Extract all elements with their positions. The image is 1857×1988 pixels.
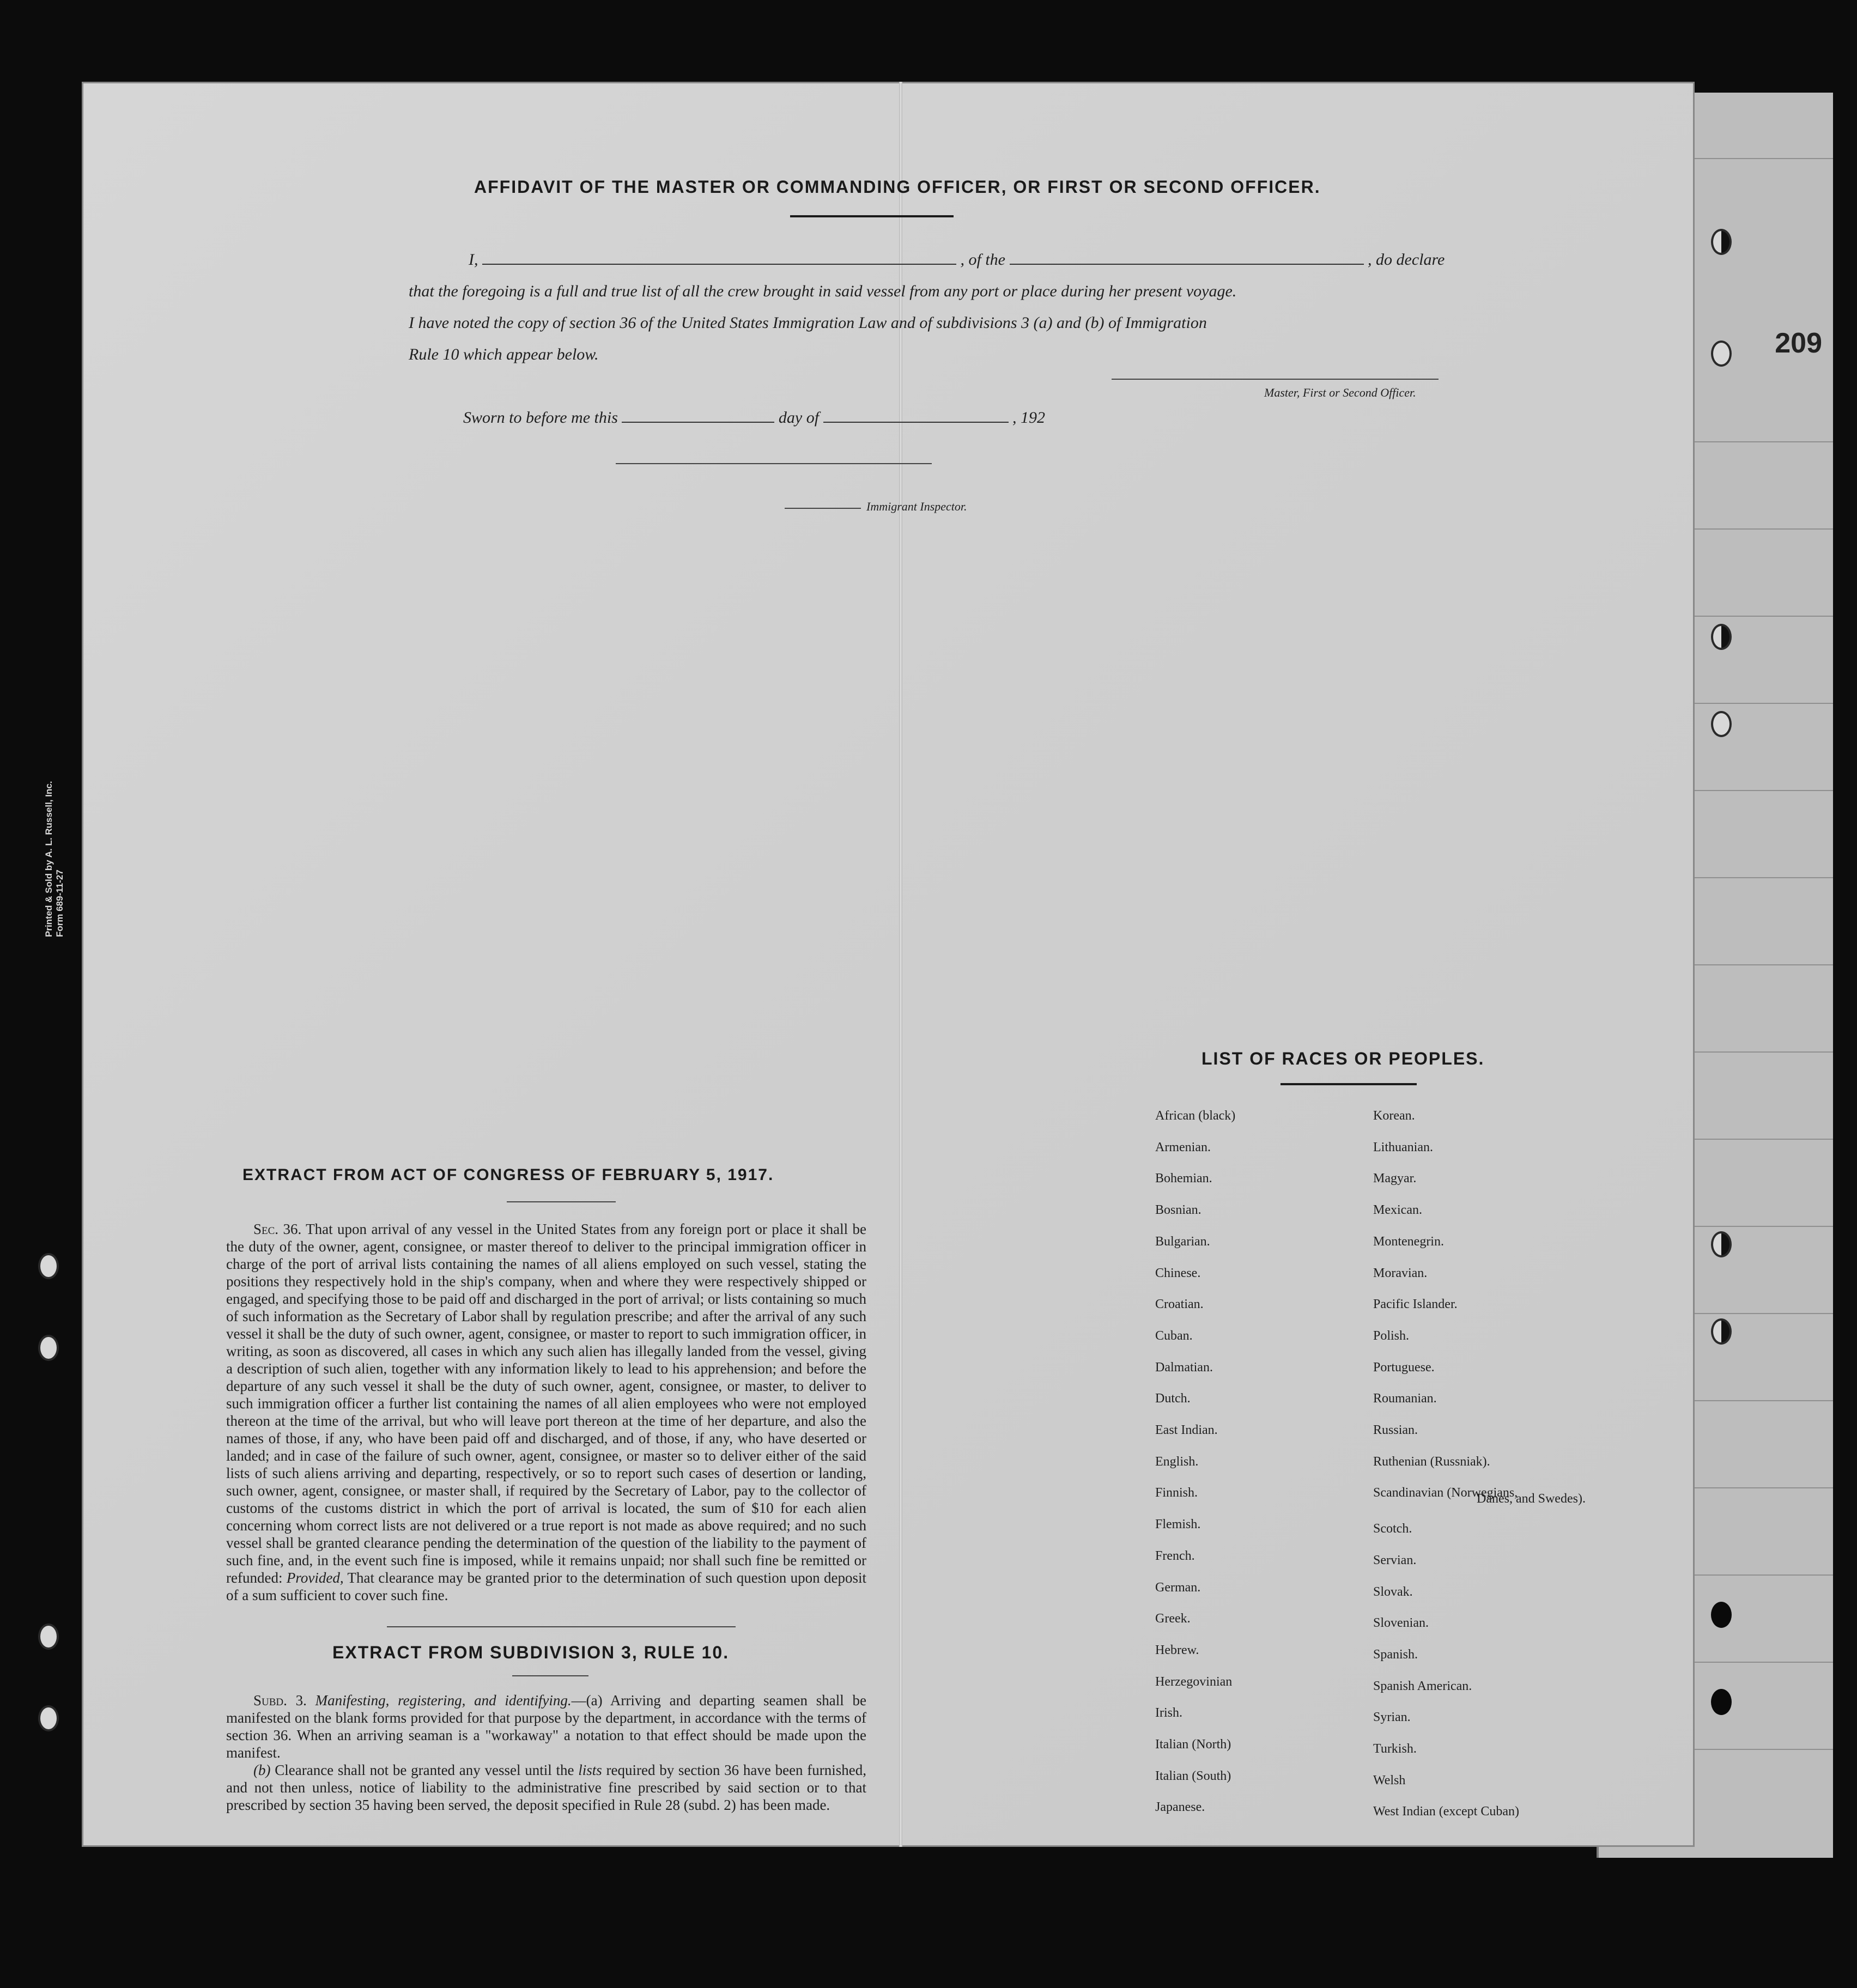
subd-b-label: (b) — [253, 1762, 271, 1778]
punch-hole — [38, 1705, 59, 1731]
provided-text: That clearance may be granted prior to the determination of such question upon deposit of a sum sufficient to cover such fine. — [226, 1570, 867, 1603]
center-fold — [899, 82, 902, 1847]
inspector-caption-leader — [785, 508, 861, 509]
race-item: Bulgarian. — [1155, 1235, 1210, 1249]
race-item: German. — [1155, 1580, 1201, 1595]
sworn-month-field[interactable] — [823, 422, 1009, 423]
affidavit-form-sheet — [82, 82, 1695, 1847]
day-of-label: day of — [778, 409, 820, 427]
declaration-line-3: I have noted the copy of section 36 of the United States Immigration Law and of subdivisions 3 (a) and (b) of Immigration — [409, 314, 1207, 332]
act-extract-end-rule — [387, 1626, 736, 1627]
affidavit-title-underline — [790, 215, 954, 217]
race-item: English. — [1155, 1455, 1199, 1469]
race-item: East Indian. — [1155, 1423, 1218, 1437]
punch-hole — [38, 1624, 59, 1650]
race-item: Armenian. — [1155, 1140, 1211, 1154]
race-item: French. — [1155, 1549, 1195, 1563]
section-body: That upon arrival of any vessel in the United States from any foreign port or place it shall be the duty of the owner, agent, consignee, or master thereof to deliver to the principal immigration officer in charge of the port of arrival lists containing the names of all aliens employed on such vessel, stating the positions they respectively hold in the ship's company, when and where they were respectively shipped or engaged, and specifying those to be paid off and discharged in the port of arrival; or lists containing so much of such information as the Secretary of Labor shall by regulation prescribe; and after the arrival of any such vessel it shall be the duty of such owner, agent, consignee, or master to report to such immigration officer, in writing, as soon as discovered, all cases in which any such alien has illegally landed from the vessel, giving a description of such alien, together with any information likely to lead to his apprehension; and before the departure of any such vessel it shall be the duty of such owner, agent, consignee, or master, to deliver to such immigration officer a further list containing the names of all alien employees who were not employed thereon at the time of the arrival, but who will leave port thereon at the time of her departure, and also the names of those, if any, who have been paid off and discharged, and of those, if any, who have deserted or landed; and in case of the failure of such owner, agent, consignee, or master so to deliver either of the said lists of such aliens arriving and departing, respectively, or so to report such cases of desertion or landing, such owner, agent, consignee, or master shall, if required by the Secretary of Labor, pay to the collector of customs of the customs district in which the port of arrival is located, the sum of $10 for each alien concerning whom correct lists are not delivered or a true report is not made as above required; and no such vessel shall be granted clearance pending the determination of the question of the liability to the payment of such fine, and, in the event such fine is imposed, while it remains unpaid; nor shall such fine be remitted or refunded: — [226, 1221, 866, 1586]
race-item: Scotch. — [1373, 1522, 1412, 1536]
race-item: Ruthenian (Russniak). — [1373, 1455, 1490, 1469]
race-item: Lithuanian. — [1373, 1140, 1433, 1154]
subd-para-b-1: Clearance shall not be granted any vessel until the — [275, 1762, 574, 1778]
race-item: Servian. — [1373, 1553, 1417, 1567]
punch-hole — [1711, 711, 1732, 737]
race-item: Polish. — [1373, 1329, 1410, 1343]
race-item: Bosnian. — [1155, 1203, 1201, 1217]
race-item: Syrian. — [1373, 1710, 1411, 1724]
vessel-prefix: , of the — [960, 251, 1005, 269]
race-item: Russian. — [1373, 1423, 1418, 1437]
punch-hole — [1711, 624, 1732, 650]
races-title-underline — [1281, 1083, 1417, 1085]
inspector-caption: Immigrant Inspector. — [866, 500, 967, 513]
subd-para-b-lists: lists — [578, 1762, 602, 1778]
races-title: LIST OF RACES OR PEOPLES. — [1201, 1049, 1485, 1068]
sworn-label: Sworn to before me this — [463, 409, 618, 427]
race-item: Irish. — [1155, 1706, 1182, 1720]
printer-imprint-line-2: Form 689-11-27 — [54, 870, 65, 937]
race-item: Slovenian. — [1373, 1616, 1429, 1630]
punch-hole — [1711, 1689, 1732, 1715]
race-item: Spanish American. — [1373, 1679, 1472, 1693]
race-item: Slovak. — [1373, 1585, 1413, 1599]
race-item: Spanish. — [1373, 1647, 1418, 1662]
declare-suffix: , do declare — [1368, 251, 1445, 269]
vessel-name-field[interactable] — [1010, 264, 1364, 265]
rule-extract-underline — [512, 1675, 588, 1676]
race-item: Chinese. — [1155, 1266, 1201, 1280]
sworn-day-field[interactable] — [622, 422, 774, 423]
master-signature-line[interactable] — [1112, 379, 1439, 380]
race-item: Hebrew. — [1155, 1643, 1199, 1657]
provided-label: Provided, — [286, 1570, 344, 1586]
act-extract-underline — [507, 1201, 616, 1202]
race-item: Turkish. — [1373, 1742, 1417, 1756]
printer-imprint — [44, 781, 65, 937]
master-signature-caption: Master, First or Second Officer. — [1264, 386, 1416, 399]
race-item: Italian (North) — [1155, 1737, 1231, 1752]
race-item: Portuguese. — [1373, 1360, 1435, 1375]
race-item-continuation: Danes, and Swedes). — [1477, 1492, 1586, 1506]
rule-extract-title: EXTRACT FROM SUBDIVISION 3, RULE 10. — [332, 1643, 730, 1662]
declaration-line-4: Rule 10 which appear below. — [409, 345, 599, 363]
race-item: Dutch. — [1155, 1391, 1191, 1406]
race-item: Herzegovinian — [1155, 1675, 1233, 1689]
race-item: Dalmatian. — [1155, 1360, 1213, 1375]
underlying-page-number: 209 — [1775, 327, 1822, 359]
race-item: Pacific Islander. — [1373, 1297, 1458, 1311]
section-36-text — [226, 1220, 866, 1604]
punch-hole — [38, 1335, 59, 1361]
subd-heading: Manifesting, registering, and identifying. — [315, 1692, 572, 1709]
race-item: Roumanian. — [1373, 1391, 1437, 1406]
punch-hole — [1711, 1602, 1732, 1628]
subd-label: Subd. 3. — [253, 1692, 307, 1709]
subd-para-b-2: required by section 36 have been furnished, and not then unless, notice of liability to the administrative fine prescribed by said section or to that prescribed by section 35 having been served, the deposit specified in Rule 28 (subd. 2) has been made. — [226, 1762, 867, 1813]
punch-hole — [1711, 341, 1732, 367]
race-item: Korean. — [1373, 1109, 1415, 1123]
race-item: West Indian (except Cuban) — [1373, 1804, 1519, 1819]
declarant-name-field[interactable] — [482, 264, 956, 265]
year-prefix: , 192 — [1012, 409, 1046, 427]
race-item: Italian (South) — [1155, 1769, 1231, 1783]
race-item: Montenegrin. — [1373, 1235, 1444, 1249]
race-item: Cuban. — [1155, 1329, 1193, 1343]
race-item: Moravian. — [1373, 1266, 1428, 1280]
declaration-line-1 — [469, 251, 1445, 269]
punch-hole — [1711, 1318, 1732, 1345]
race-item: Greek. — [1155, 1612, 1191, 1626]
race-item: Croatian. — [1155, 1297, 1204, 1311]
race-item: Finnish. — [1155, 1486, 1198, 1500]
punch-hole — [1711, 229, 1732, 255]
printer-imprint-line-1: Printed & Sold by A. L. Russell, Inc. — [44, 781, 54, 937]
declarant-prefix: I, — [469, 251, 478, 269]
race-item: Japanese. — [1155, 1800, 1205, 1814]
inspector-signature-line[interactable] — [616, 463, 932, 464]
race-item: Bohemian. — [1155, 1171, 1212, 1185]
race-item: Welsh — [1373, 1773, 1406, 1788]
affidavit-title: AFFIDAVIT OF THE MASTER OR COMMANDING OFFICER, OR FIRST OR SECOND OFFICER. — [474, 177, 1321, 197]
subd-para-a: —(a) Arriving and departing seamen shall be manifested on the blank forms provided for that purpose by the department, in accordance with the terms of section 36. When an arriving seaman is a "workaway" a notation to that effect should be made upon the manifest. — [226, 1692, 866, 1761]
punch-hole — [38, 1253, 59, 1279]
race-item: Scandinavian (Norwegians, — [1373, 1486, 1518, 1500]
race-item: Flemish. — [1155, 1517, 1201, 1531]
race-item: Magyar. — [1373, 1171, 1417, 1185]
act-extract-title: EXTRACT FROM ACT OF CONGRESS OF FEBRUARY 5, 1917. — [242, 1166, 774, 1184]
sworn-line — [463, 409, 1045, 427]
race-item: African (black) — [1155, 1109, 1236, 1123]
section-label: Sec. 36. — [253, 1221, 302, 1237]
punch-hole — [1711, 1231, 1732, 1257]
subdivision-3-text — [226, 1692, 866, 1814]
declaration-line-2: that the foregoing is a full and true list of all the crew brought in said vessel from any port or place during her present voyage. — [409, 282, 1237, 300]
race-item: Mexican. — [1373, 1203, 1422, 1217]
